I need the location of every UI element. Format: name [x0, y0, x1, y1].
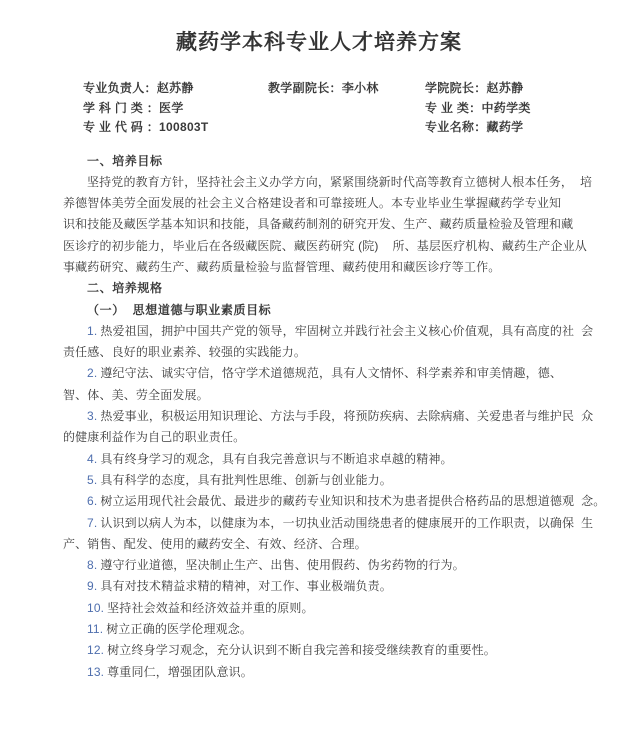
- list-item-line: [63, 406, 594, 427]
- section-heading: 一、培养目标: [87, 153, 163, 168]
- list-item-line: 责任感、良好的职业素养、较强的实践能力。: [63, 345, 307, 360]
- item-number: 6.: [87, 494, 98, 509]
- item-text: 热爱祖国，拥护中国共产党的领导，牢固树立并践行社会主义核心价值观，具有高度的社 会: [100, 323, 594, 338]
- item-text: 树立终身学习观念，充分认识到不断自我完善和接受继续教育的重要性。: [107, 643, 496, 658]
- item-text: 遵纪守法、诚实守信，恪守学术道德规范，具有人文情怀、科学素养和审美情趣，德、: [100, 366, 563, 381]
- section-heading: （一） 思想道德与职业素质目标: [87, 302, 272, 317]
- field-teaching-vice-dean: [268, 79, 425, 99]
- list-item-line: 产、销售、配发、使用的藏药安全、有效、经济、合理。: [63, 536, 367, 551]
- field-major-code: [83, 118, 268, 138]
- item-text: 遵守行业道德，坚决制止生产、出售、使用假药、伪劣药物的行为。: [100, 558, 465, 573]
- field-major-category: [425, 99, 598, 119]
- list-item-line: [63, 513, 594, 534]
- spacer-cell: [268, 118, 425, 138]
- field-value: 李小林: [341, 81, 379, 95]
- field-label: 专 业 代 码 ：: [83, 120, 160, 134]
- field-value: 藏药学: [486, 120, 524, 134]
- item-number: 10.: [87, 600, 105, 615]
- field-value: 医学: [159, 100, 184, 115]
- item-number: 3.: [87, 409, 98, 424]
- field-value: 中药学类: [481, 100, 531, 115]
- list-item-line: [63, 640, 578, 661]
- item-text: 具有终身学习的观念，具有自我完善意识与不断追求卓越的精神。: [100, 451, 453, 466]
- item-number: 11.: [87, 622, 104, 637]
- list-item-line: [63, 321, 594, 342]
- list-item-line: [63, 619, 578, 640]
- field-value: 赵苏静: [156, 81, 194, 95]
- paragraph-line: 坚持党的教育方针，坚持社会主义办学方向，紧紧围绕新时代高等教育立德树人根本任务， 培: [87, 174, 593, 189]
- list-item-line: [63, 662, 578, 683]
- list-item-line: [63, 449, 578, 470]
- list-item-line: [63, 598, 578, 619]
- list-item-line: [63, 491, 606, 512]
- list-item-line: [63, 576, 578, 597]
- field-discipline-category: [83, 99, 268, 119]
- paragraph-line: 事藏药研究、藏药生产、藏药质量检验与监督管理、藏药使用和藏医诊疗等工作。: [63, 259, 501, 274]
- item-number: 2.: [87, 366, 98, 381]
- list-item-line: [63, 470, 578, 491]
- list-item-line: 的健康利益作为自己的职业责任。: [63, 430, 246, 445]
- info-header: [83, 79, 598, 138]
- item-number: 5.: [87, 472, 98, 487]
- field-college-dean: [425, 79, 598, 99]
- list-item-line: [63, 555, 578, 576]
- list-item-line: [63, 363, 578, 384]
- field-professional-leader: [83, 79, 268, 99]
- item-text: 尊重同仁，增强团队意识。: [107, 664, 253, 679]
- paragraph-line: 识和技能及藏医学基本知识和技能，具备藏药制剂的研究开发、生产、藏药质量检验及管理和藏: [63, 217, 574, 232]
- paragraph-line: 养德智体美劳全面发展的社会主义合格建设者和可靠接班人。本专业毕业生掌握藏药学专业知: [63, 196, 562, 211]
- field-label: 学院院长：: [425, 81, 487, 95]
- item-number: 8.: [87, 558, 98, 573]
- item-text: 认识到以病人为本，以健康为本，一切执业活动围绕患者的健康展开的工作职责，以确保 生: [100, 515, 594, 530]
- field-label: 学 科 门 类 ：: [83, 100, 160, 115]
- item-number: 9.: [87, 579, 98, 594]
- document-body: [63, 151, 606, 683]
- spacer-cell: [268, 99, 425, 119]
- item-number: 7.: [87, 515, 98, 530]
- list-item-line: 智、体、美、劳全面发展。: [63, 387, 209, 402]
- paragraph-line: 医诊疗的初步能力，毕业后在各级藏医院、藏医药研究 (院) 所、基层医疗机构、藏药生产企业从: [63, 238, 587, 253]
- item-text: 具有对技术精益求精的精神，对工作、事业极端负责。: [100, 579, 392, 594]
- field-label: 专 业 类：: [425, 100, 482, 115]
- field-major-name: [425, 118, 598, 138]
- item-text: 热爱事业，积极运用知识理论、方法与手段，将预防疾病、去除病痛、关爱患者与维护民 众: [100, 409, 594, 424]
- item-number: 13.: [87, 664, 105, 679]
- document-title: 藏药学本科专业人才培养方案: [176, 31, 462, 54]
- section-heading: 二、培养规格: [87, 281, 163, 296]
- item-text: 树立正确的医学伦理观念。: [106, 622, 253, 637]
- field-label: 教学副院长：: [268, 81, 342, 95]
- item-text: 树立运用现代社会最优、最进步的藏药专业知识和技术为患者提供合格药品的思想道德观 念。: [100, 494, 606, 509]
- field-value: 100803T: [159, 120, 209, 134]
- item-text: 坚持社会效益和经济效益并重的原则。: [107, 600, 314, 615]
- field-value: 赵苏静: [486, 81, 524, 95]
- field-label: 专业负责人：: [83, 81, 157, 95]
- item-number: 12.: [87, 643, 105, 658]
- field-label: 专业名称：: [425, 120, 487, 134]
- item-text: 具有科学的态度，具有批判性思维、创新与创业能力。: [100, 472, 392, 487]
- item-number: 1.: [87, 323, 98, 338]
- item-number: 4.: [87, 451, 98, 466]
